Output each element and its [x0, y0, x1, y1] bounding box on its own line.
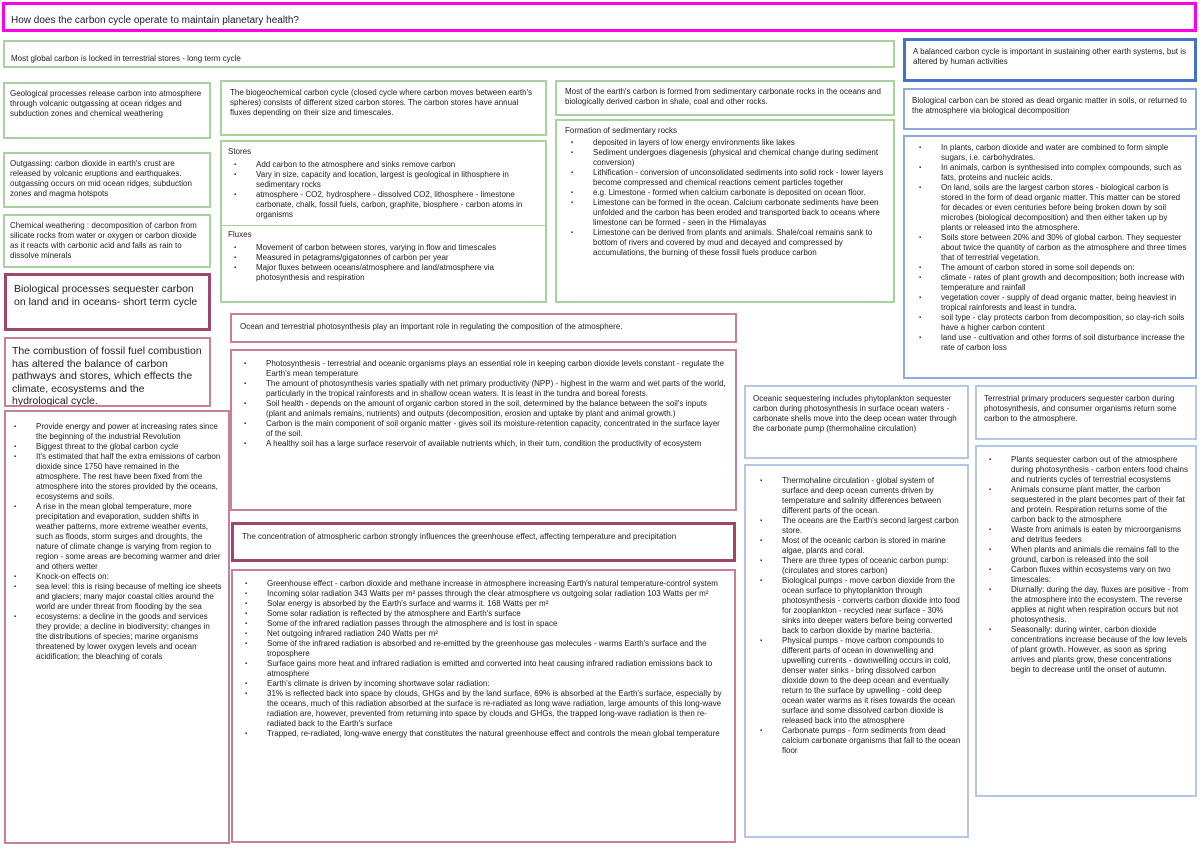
photosynthesis-header-text: Ocean and terrestrial photosynthesis play an important role in regulating the composition of the atmosphere.: [240, 322, 623, 331]
photosynthesis-list: [238, 359, 727, 449]
list-item: ▪ Most of the oceanic carbon is stored in marine algae, plants and coral.: [782, 536, 961, 556]
list-item: ▪ Measured in petagrams/gigatonnes of carbon per year: [256, 253, 539, 263]
bio-sequester-box: [4, 273, 211, 331]
formation-list: [565, 138, 885, 258]
list-item: ▪ In animals, carbon is synthesised into complex compounds, such as fats, proteins and nucleic acids.: [941, 163, 1189, 183]
geological-box: [3, 82, 211, 139]
list-item: ▪ Lithification - conversion of unconsolidated sediments into solid rock - lower layers become compressed and chemical reactions cement particles together: [593, 168, 885, 188]
list-item: ▪ Sediment undergoes diagenesis (physical and chemical change during sediment conversion): [593, 148, 885, 168]
list-item: ▪ Earth's climate is driven by incoming shortwave solar radiation:: [267, 679, 726, 689]
combustion-impacts-list: [8, 422, 222, 662]
list-item: ▪ Soils store between 20% and 30% of global carbon. They sequester about twice the quantity of carbon as the atmosphere and three times that of terrestrial vegetation.: [941, 233, 1189, 263]
question-text: How does the carbon cycle operate to maintain planetary health?: [11, 15, 299, 26]
bio-store-list-box: [903, 135, 1197, 379]
list-item: ▪ Vary in size, capacity and location, largest is geological in lithosphere in sedimentary rocks: [256, 170, 539, 190]
list-item: ▪ Photosynthesis - terrestrial and oceanic organisms plays an essential role in keeping carbon dioxide levels constant - regulate the Earth's mean temperature: [266, 359, 727, 379]
terrestrial-stores-text: Most global carbon is locked in terrestrial stores - long term cycle: [11, 54, 241, 63]
list-item: ▪ Physical pumps - move carbon compounds to different parts of ocean in downwelling and upwelling currents - downwelling occurs in cold, denser water sinks - bring dissolved carbon dioxide down to the deep ocean and eventually return to the surface by upwelling - cold deep ocean water warms as it rises towards the ocean surface and some dissolved carbon dioxide is released back into the atmosphere: [782, 636, 961, 726]
list-item: ▪ On land, soils are the largest carbon stores - biological carbon is stored in the form of dead organic matter. This matter can be stored for decades or even centuries before being broken down by soil microbes (biological decomposition) and then either taken up by plants or released into the atmosphere.: [941, 183, 1189, 233]
bio-sequester-text: Biological processes sequester carbon on land and in oceans- short term cycle: [14, 283, 198, 308]
list-item: ▪ Limestone can be formed in the ocean. Calcium carbonate sediments have been unfolded and the carbon has been eroded and transported back to oceans where limestone can be formed - seen in the Himalayas: [593, 198, 885, 228]
geological-text: Geological processes release carbon into atmosphere through volcanic outgassing at ocean ridges and subduction zones and chemical weathering: [10, 89, 202, 118]
list-item: ▪ Movement of carbon between stores, varying in flow and timescales: [256, 243, 539, 253]
list-item: ▪ Biggest threat to the global carbon cycle: [36, 442, 222, 452]
list-item: ▪ Incoming solar radiation 343 Watts per m² passes through the clear atmosphere vs outgoing solar radiation 103 Watts per m²: [267, 589, 726, 599]
list-item: ▪ vegetation cover - supply of dead organic matter, being heaviest in tropical rainforests and least in tundra.: [941, 293, 1189, 313]
list-item: ▪ A rise in the mean global temperature, more precipitation and evaporation, sudden shifts in weather patterns, more extreme weather events, such as floods, storm surges and droughts, the nature of climate change is varying from region to region - some areas are becoming warmer and drier and others wetter: [36, 502, 222, 572]
fluxes-list: [228, 243, 539, 283]
sedimentary-intro-box: [555, 80, 895, 116]
list-item: ▪ Limestone can be derived from plants and animals. Shale/coal remains sank to bottom of rivers and covered by mud and decayed and compressed by accumulations, the burning of these fossil fuels produce carbon: [593, 228, 885, 258]
list-item: ▪ deposited in layers of low energy environments like lakes: [593, 138, 885, 148]
list-item: ▪ Knock-on effects on:: [36, 572, 222, 582]
balanced-cycle-text: A balanced carbon cycle is important in sustaining other earth systems, but is altered by human activities: [913, 47, 1187, 66]
list-item: ▪ When plants and animals die remains fall to the ground, carbon is released into the soil: [1011, 545, 1189, 565]
greenhouse-header: [231, 522, 736, 562]
list-item: ▪ A healthy soil has a large surface reservoir of available nutrients which, in their turn, condition the productivity of ecosystem: [266, 439, 727, 449]
list-item: ▪ sea level: this is rising because of melting ice sheets and glaciers; many major coastal cities around the world are under threat from flooding by the sea: [36, 582, 222, 612]
formation-title: Formation of sedimentary rocks: [565, 126, 678, 135]
list-item: ▪ climate - rates of plant growth and decomposition; both increase with temperature and rainfall: [941, 273, 1189, 293]
list-item: ▪ Diurnally: during the day, fluxes are positive - from the atmosphere into the ecosystem. The reverse applies at night when respiration occurs but not photosynthesis.: [1011, 585, 1189, 625]
stores-list: [228, 160, 539, 220]
outgassing-text: Outgassing: carbon dioxide in earth's crust are released by volcanic eruptions and earthquakes. outgassing occurs on mid ocean ridges, subduction zones and magma hotspots: [10, 159, 192, 198]
list-item: ▪ Biological pumps - move carbon dioxide from the ocean surface to phytoplankton through photosynthesis - converts carbon dioxide into food for zooplankton - recycled near surface - 30% sinks into deeper waters before being converted back to carbon dioxide by marine bacteria.: [782, 576, 961, 636]
list-item: ▪ The amount of carbon stored in some soil depends on:: [941, 263, 1189, 273]
list-item: ▪ The amount of photosynthesis varies spatially with net primary productivity (NPP) - highest in the warm and wet parts of the world, particularly in the tropical rainforests and in shallow ocean waters. It is least in the tundra and boreal forests.: [266, 379, 727, 399]
combustion-box: [4, 337, 211, 407]
formation-box: [555, 119, 895, 303]
oceanic-box: [744, 464, 969, 838]
list-item: ▪ atmosphere - CO2, hydrosphere - dissolved CO2, lithosphere - limestone carbonate, chalk, fossil fuels, carbon, graphite, biosphere - carbon atoms in organisms: [256, 190, 539, 220]
list-item: ▪ It's estimated that half the extra emissions of carbon dioxide since 1750 have remained in the atmosphere. The rest have been fixed from the atmosphere into the stores provided by the oceans, ecosystems and soils.: [36, 452, 222, 502]
terrestrial-header-text: Terrestrial primary producers sequester carbon during photosynthesis, and consumer organisms return some carbon to the atmosphere.: [984, 394, 1177, 423]
list-item: ▪ Soil health - depends on the amount of organic carbon stored in the soil, determined by the balance between the soil's inputs (plant and animals remains, nutrients) and outputs (decomposition, erosion and uptake by plant and animal growth.): [266, 399, 727, 419]
photosynthesis-box: [230, 349, 737, 511]
biogeochemical-box: [220, 80, 547, 136]
list-item: ▪ Waste from animals is eaten by microorganisms and detritus feeders: [1011, 525, 1189, 545]
stores-fluxes-box: [220, 140, 547, 303]
terrestrial-box: [975, 445, 1197, 797]
list-item: ▪ Carbon fluxes within ecosystems vary on two timescales:: [1011, 565, 1189, 585]
chemical-weathering-text: Chemical weathering : decomposition of carbon from silicate rocks from water or oxygen or carbon dioxide as it reacts with carbonic acid and falls as rain to dissolve minerals: [10, 221, 197, 260]
combustion-text: The combustion of fossil fuel combustion has altered the balance of carbon pathways and stores, which effects the climate, ecosystems and the hydrological cycle.: [12, 345, 202, 407]
balanced-cycle-box: [903, 38, 1197, 82]
list-item: ▪ In plants, carbon dioxide and water are combined to form simple sugars, i.e. carbohydrates.: [941, 143, 1189, 163]
bio-store-box: [903, 88, 1197, 130]
greenhouse-header-text: The concentration of atmospheric carbon strongly influences the greenhouse effect, affecting temperature and precipitation: [242, 532, 677, 541]
terrestrial-stores-header: [3, 40, 895, 68]
list-item: ▪ soil type - clay protects carbon from decomposition, so clay-rich soils have a higher carbon content: [941, 313, 1189, 333]
greenhouse-list: [239, 579, 726, 739]
biogeochemical-text: The biogeochemical carbon cycle (closed cycle where carbon moves between earth's spheres) consists of different sized carbon stores. The carbon stores have annual fluxes depending on their size and timescales.: [230, 88, 533, 117]
combustion-impacts-box: [4, 410, 230, 844]
list-item: ▪ Major fluxes between oceans/atmosphere and land/atmosphere via photosynthesis and respiration: [256, 263, 539, 283]
list-item: ▪ The oceans are the Earth's second largest carbon store.: [782, 516, 961, 536]
list-item: ▪ Carbon is the main component of soil organic matter - gives soil its moisture-retention capacity, concentrated in the surface layer of the soil.: [266, 419, 727, 439]
list-item: ▪ Solar energy is absorbed by the Earth's surface and warms it. 168 Watts per m²: [267, 599, 726, 609]
oceanic-list: [754, 476, 961, 756]
list-item: ▪ Some of the infrared radiation is absorbed and re-emitted by the greenhouse gas molecules - warms Earth's surface and the troposphere: [267, 639, 726, 659]
oceanic-header: [744, 385, 969, 459]
list-item: ▪ Thermohaline circulation - global system of surface and deep ocean currents driven by temperature and salinity differences between different parts of the ocean.: [782, 476, 961, 516]
chemical-weathering-box: [3, 214, 211, 268]
bio-store-list: [913, 143, 1189, 353]
list-item: ▪ Carbonate pumps - form sediments from dead calcium carbonate organisms that fall to the ocean floor: [782, 726, 961, 756]
list-item: ▪ Some of the infrared radiation passes through the atmosphere and is lost in space: [267, 619, 726, 629]
list-item: ▪ Seasonally: during winter, carbon dioxide concentrations increase because of the low levels of plant growth. However, as soon as spring arrives and plants grow, these concentrations begin to decrease until the onset of autumn.: [1011, 625, 1189, 675]
fluxes-title: Fluxes: [228, 230, 252, 239]
list-item: ▪ Add carbon to the atmosphere and sinks remove carbon: [256, 160, 539, 170]
photosynthesis-header: [230, 313, 737, 343]
sedimentary-intro-text: Most of the earth's carbon is formed from sedimentary carbonate rocks in the oceans and biologically derived carbon in shale, coal and other rocks.: [565, 87, 881, 106]
list-item: ▪ Some solar radiation is reflected by the atmosphere and Earth's surface: [267, 609, 726, 619]
greenhouse-box: [231, 569, 736, 843]
question-banner: [2, 2, 1197, 32]
list-item: ▪ Animals consume plant matter, the carbon sequestered in the plant becomes part of their fat and protein. Respiration returns some of the carbon back to the atmosphere: [1011, 485, 1189, 525]
oceanic-header-text: Oceanic sequestering includes phytoplankton sequester carbon during photosynthesis in surface ocean waters - carbonate shells move into the deep ocean water through the carbonate pump (thermohaline circulation): [753, 394, 957, 433]
list-item: ▪ Trapped, re-radiated, long-wave energy that constitutes the natural greenhouse effect and controls the mean global temperature: [267, 729, 726, 739]
list-item: ▪ Surface gains more heat and infrared radiation is emitted and converted into heat causing infrared radiation emissions back to atmosphere: [267, 659, 726, 679]
stores-title: Stores: [228, 147, 252, 156]
list-item: ▪ e.g. Limestone - formed when calcium carbonate is deposited on ocean floor.: [593, 188, 885, 198]
list-item: ▪ ecosystems: a decline in the goods and services they provide; a decline in biodiversity; changes in the distributions of species; marine organisms threatened by lower oxygen levels and ocean acidification; the bleaching of corals: [36, 612, 222, 662]
list-item: ▪ Net outgoing infrared radiation 240 Watts per m²: [267, 629, 726, 639]
list-item: ▪ Provide energy and power at increasing rates since the beginning of the industrial Revolution: [36, 422, 222, 442]
list-item: ▪ Plants sequester carbon out of the atmosphere during photosynthesis - carbon enters food chains and nutrients cycles of terrestrial ecosystems: [1011, 455, 1189, 485]
terrestrial-list: [983, 455, 1189, 675]
list-item: ▪ land use - cultivation and other forms of soil disturbance increase the rate of carbon loss: [941, 333, 1189, 353]
bio-store-text: Biological carbon can be stored as dead organic matter in soils, or returned to the atmosphere via biological decomposition: [912, 96, 1187, 115]
outgassing-box: [3, 152, 211, 208]
list-item: ▪ Greenhouse effect - carbon dioxide and methane increase in atmosphere increasing Earth's natural temperature-control system: [267, 579, 726, 589]
list-item: ▪ There are three types of oceanic carbon pump: (circulates and stores carbon): [782, 556, 961, 576]
list-item: ▪ 31% is reflected back into space by clouds, GHGs and by the land surface, 69% is absorbed at the Earth's surface, especially by the oceans, much of this radiation absorbed at the surface is re-radiated as long wave radiation, large amounts of this long-wave radiation are, however, prevented from returning into space by clouds and GHGs, the trapped long-wave radiation is then re-radiated back to the Earth's surface: [267, 689, 726, 729]
terrestrial-header: [975, 385, 1197, 440]
